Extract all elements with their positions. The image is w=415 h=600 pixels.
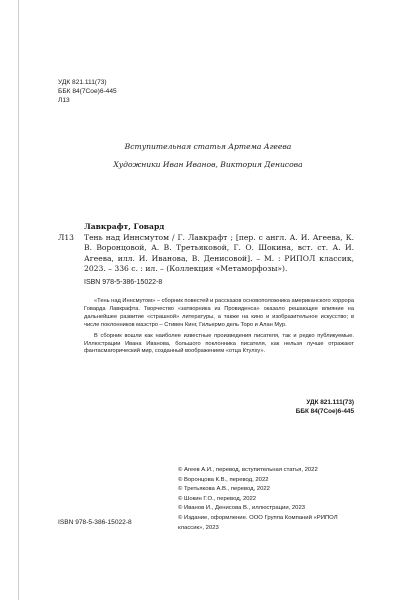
bbk-code: ББК 84(7Сое)6-445 [295, 408, 354, 415]
author-sign: Л13 [58, 97, 70, 105]
copyright-line: © Воронцова К.В., перевод, 2022 [178, 476, 269, 483]
isbn-line: ISBN 978-5-386-15022-8 [84, 278, 163, 286]
copyright-list [178, 466, 358, 533]
artists-credit: Художники Иван Иванов, Виктория Денисова [113, 160, 303, 169]
page-edge [18, 0, 19, 600]
author-heading: Лавкрафт, Говард [84, 222, 165, 231]
udc-block-top [58, 78, 117, 106]
bibliographic-description: Тень над Иннсмутом / Г. Лавкрафт ; [пер. с англ. А. И. Агеева, К. В. Воронцовой, А. В. Третьяковой, Г. О. Шокина, вст. ст. А. И. Агеева, илл. И. Иванова, В. Денисовой]. – М. : РИПОЛ классик, 2023. – 336 с. : ил. – (Коллекция «Метаморфозы»). [84, 232, 354, 274]
copyright-line: © Третьякова А.В., перевод, 2022 [178, 486, 270, 493]
annotation-paragraph: В сборник вошли как наиболее известные произведения писателя, так и редко публикуемые. Иллюстрации Ивана Иванова, большого поклонника писателя, как нельзя лучше отражают фантасмагорический мир, созданный воображением «отца Ктулху». [84, 332, 354, 355]
udc-block-bottom [240, 398, 354, 416]
udc-code: УДК 821.111(73) [58, 79, 107, 86]
copyright-line: © Шокин Г.О., перевод, 2022 [178, 495, 257, 502]
bibliographic-record [58, 222, 354, 289]
isbn-footer: ISBN 978-5-386-15022-8 [58, 519, 132, 526]
copyright-line: © Иванов И., Денисова В., иллюстрации, 2023 [178, 505, 306, 512]
annotation-paragraph: «Тень над Иннсмутом» – сборник повестей и рассказов основоположника американского хоррора Говарда Лавкрафта. Творчество «затворника из Провиденса» оказало решающее влияние на дальнейшее развитие «страшной» литературы, а также на кино и изобразительное искусство; в числе поклонников маэстро – Стивен Кинг, Гильермо дель Торо и Алан Мур. [84, 298, 354, 328]
author-sign: Л13 [58, 233, 74, 242]
udc-code: УДК 821.111(73) [306, 399, 354, 406]
copyright-line: © Издание, оформление. ООО Группа Компаний «РИПОЛ классик», 2023 [178, 514, 338, 531]
bbk-code: ББК 84(7Сое)6-445 [58, 88, 117, 96]
annotation [84, 298, 354, 356]
intro-credit: Вступительная статья Артема Агеева [124, 142, 292, 151]
copyright-line: © Агеев А.И., перевод, вступительная статья, 2022 [178, 467, 318, 473]
